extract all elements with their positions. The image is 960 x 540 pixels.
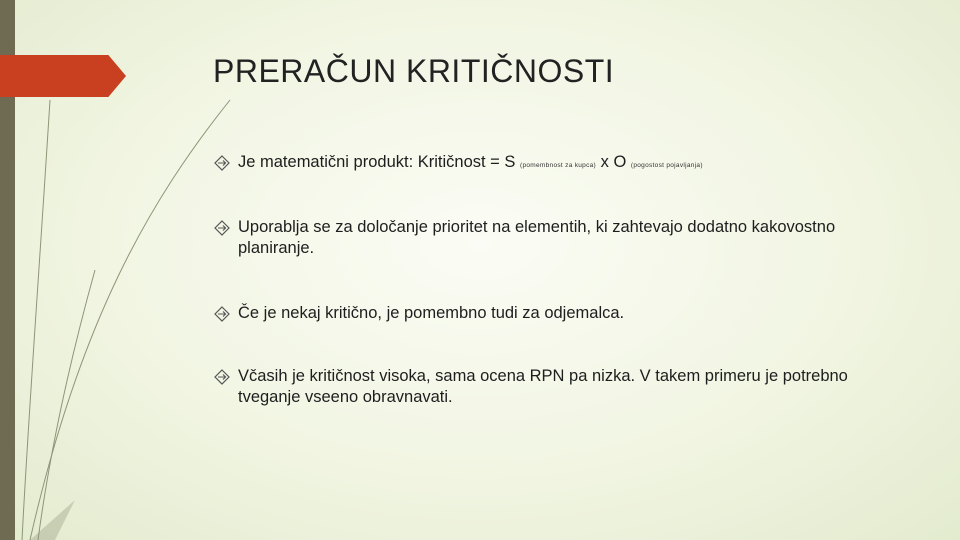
formula-o-note: (pogostost pojavljanja) — [630, 162, 703, 169]
diamond-outline-arrow-icon — [213, 219, 231, 237]
bullet-item — [213, 303, 913, 324]
slide-title: PRERAČUN KRITIČNOSTI — [213, 53, 615, 89]
formula-lead: Je matematični produkt: Kritičnost = S — [238, 153, 520, 171]
diamond-outline-arrow-icon — [213, 154, 231, 172]
bullet-text: Včasih je kritičnost visoka, sama ocena RPN pa nizka. V takem primeru je potrebno tveganje vseeno obravnavati. — [238, 367, 848, 406]
title-accent-tab — [0, 55, 126, 97]
bullet-item — [213, 217, 913, 259]
bullet-text — [238, 152, 913, 176]
diamond-outline-arrow-icon — [213, 368, 231, 386]
bullet-text: Če je nekaj kritično, je pomembno tudi za odjemalca. — [238, 304, 625, 322]
diamond-outline-arrow-icon — [213, 305, 231, 323]
bullet-text: Uporablja se za določanje prioritet na elementih, ki zahtevajo dodatno kakovostno planiranje. — [238, 218, 836, 257]
bullet-item — [213, 152, 913, 176]
bullet-item — [213, 366, 913, 408]
formula-s-note: (pomembnost za kupca) — [520, 162, 597, 169]
formula-mid: x O — [596, 153, 631, 171]
